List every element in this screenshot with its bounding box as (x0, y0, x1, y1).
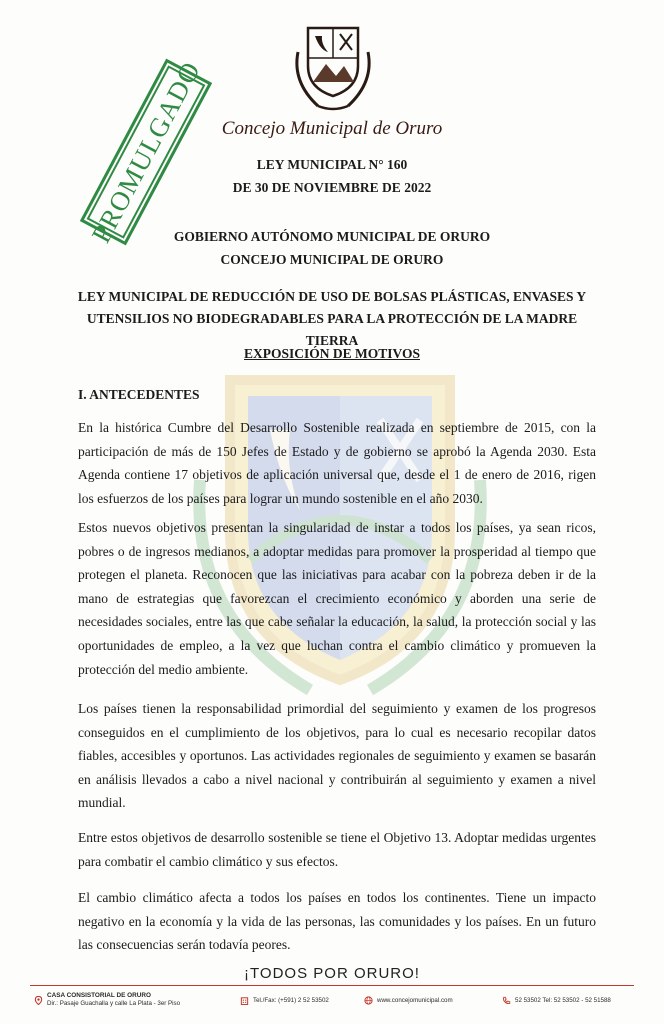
website-link[interactable]: www.concejomunicipal.com (377, 997, 453, 1004)
law-title (70, 286, 594, 352)
telfax-text: Tel./Fax: (+591) 2 52 53502 (253, 997, 329, 1004)
paragraph-5: El cambio climático afecta a todos los países en todos los continentes. Tiene un impacto negativo en la economía y la vida de las personas, las comunidades y los países. En un futuro las consecuencias serán todavía peores. (78, 890, 596, 953)
phone-icon (502, 996, 511, 1005)
footer-telfax (240, 996, 329, 1005)
footer-motto: ¡TODOS POR ORURO! (244, 965, 420, 982)
footer-website[interactable] (364, 996, 453, 1005)
law-number: LEY MUNICIPAL N° 160 (256, 157, 408, 172)
paragraph-1: En la histórica Cumbre del Desarrollo Sostenible realizada en septiembre de 2015, con la participación de más de 150 Jefes de Estado y de gobierno se aprobó la Agenda 2030. Esta Agenda contiene 17 objetivos de aplicación universal que, desde el 1 de enero de 2016, rigen los esfuerzos de los países para lograr un mundo sostenible en el año 2030. (78, 420, 596, 506)
globe-icon (364, 996, 373, 1005)
address-text: Dir.: Pasaje Guachalla y calle La Plata - 3er Piso (47, 1000, 181, 1007)
law-date: DE 30 DE NOVIEMBRE DE 2022 (232, 180, 432, 195)
council-name: CONCEJO MUNICIPAL DE ORURO (220, 252, 444, 267)
footer-phones (502, 996, 611, 1005)
law-title-line-1: LEY MUNICIPAL DE REDUCCIÓN DE USO DE BOLSAS PLÁSTICAS, ENVASES Y (77, 289, 587, 304)
law-title-line-2: UTENSILIOS NO BIODEGRADABLES PARA LA PROTECCIÓN DE LA MADRE TIERRA (86, 311, 578, 348)
paragraph-3: Los países tienen la responsabilidad primordial del seguimiento y examen de los progresos conseguidos en el cumplimiento de los objetivos, para lo cual es necesario recopilar datos fiables, accesibles y oportunos. Las actividades regionales de seguimiento y examen se basarán en análisis llevados a cabo a nivel nacional y contribuirán al seguimiento y examen a nivel mundial. (78, 701, 596, 811)
phones-text: 52 53502 Tel: 52 53502 - 52 51588 (515, 997, 611, 1004)
footer-contact-row (34, 990, 634, 1016)
stamp-text: PROMULGADO (85, 56, 206, 248)
footer-address (34, 992, 180, 1008)
footer-divider (30, 985, 634, 986)
section-title: EXPOSICIÓN DE MOTIVOS (243, 346, 420, 361)
council-name-heading: Concejo Municipal de Oruro (221, 118, 443, 139)
building-icon (240, 996, 249, 1005)
location-pin-icon (34, 996, 43, 1005)
subheading-antecedentes: I. ANTECEDENTES (78, 387, 200, 402)
paragraph-2: Estos nuevos objetivos presentan la singularidad de instar a todos los países, ya sean ricos, pobres o de ingresos medianos, a adoptar medidas para promover la prosperidad al tiempo que protegen el planeta. Reconocen que las iniciativas para acabar con la pobreza deben ir de la mano de estrategias que favorezcan el crecimiento económico y aborden una serie de necesidades sociales, entre las que cabe señalar la educación, la salud, la protección social y las oportunidades de empleo, a la vez que luchan contra el cambio climático y promueven la protección del medio ambiente. (78, 520, 596, 677)
paragraph-4: Entre estos objetivos de desarrollo sostenible se tiene el Objetivo 13. Adoptar medidas urgentes para combatir el cambio climático y sus efectos. (78, 830, 596, 869)
address-title: CASA CONSISTORIAL DE ORURO (47, 992, 151, 999)
municipal-emblem-icon (288, 22, 378, 114)
government-name: GOBIERNO AUTÓNOMO MUNICIPAL DE ORURO (173, 229, 491, 244)
promulgated-stamp (80, 56, 212, 248)
